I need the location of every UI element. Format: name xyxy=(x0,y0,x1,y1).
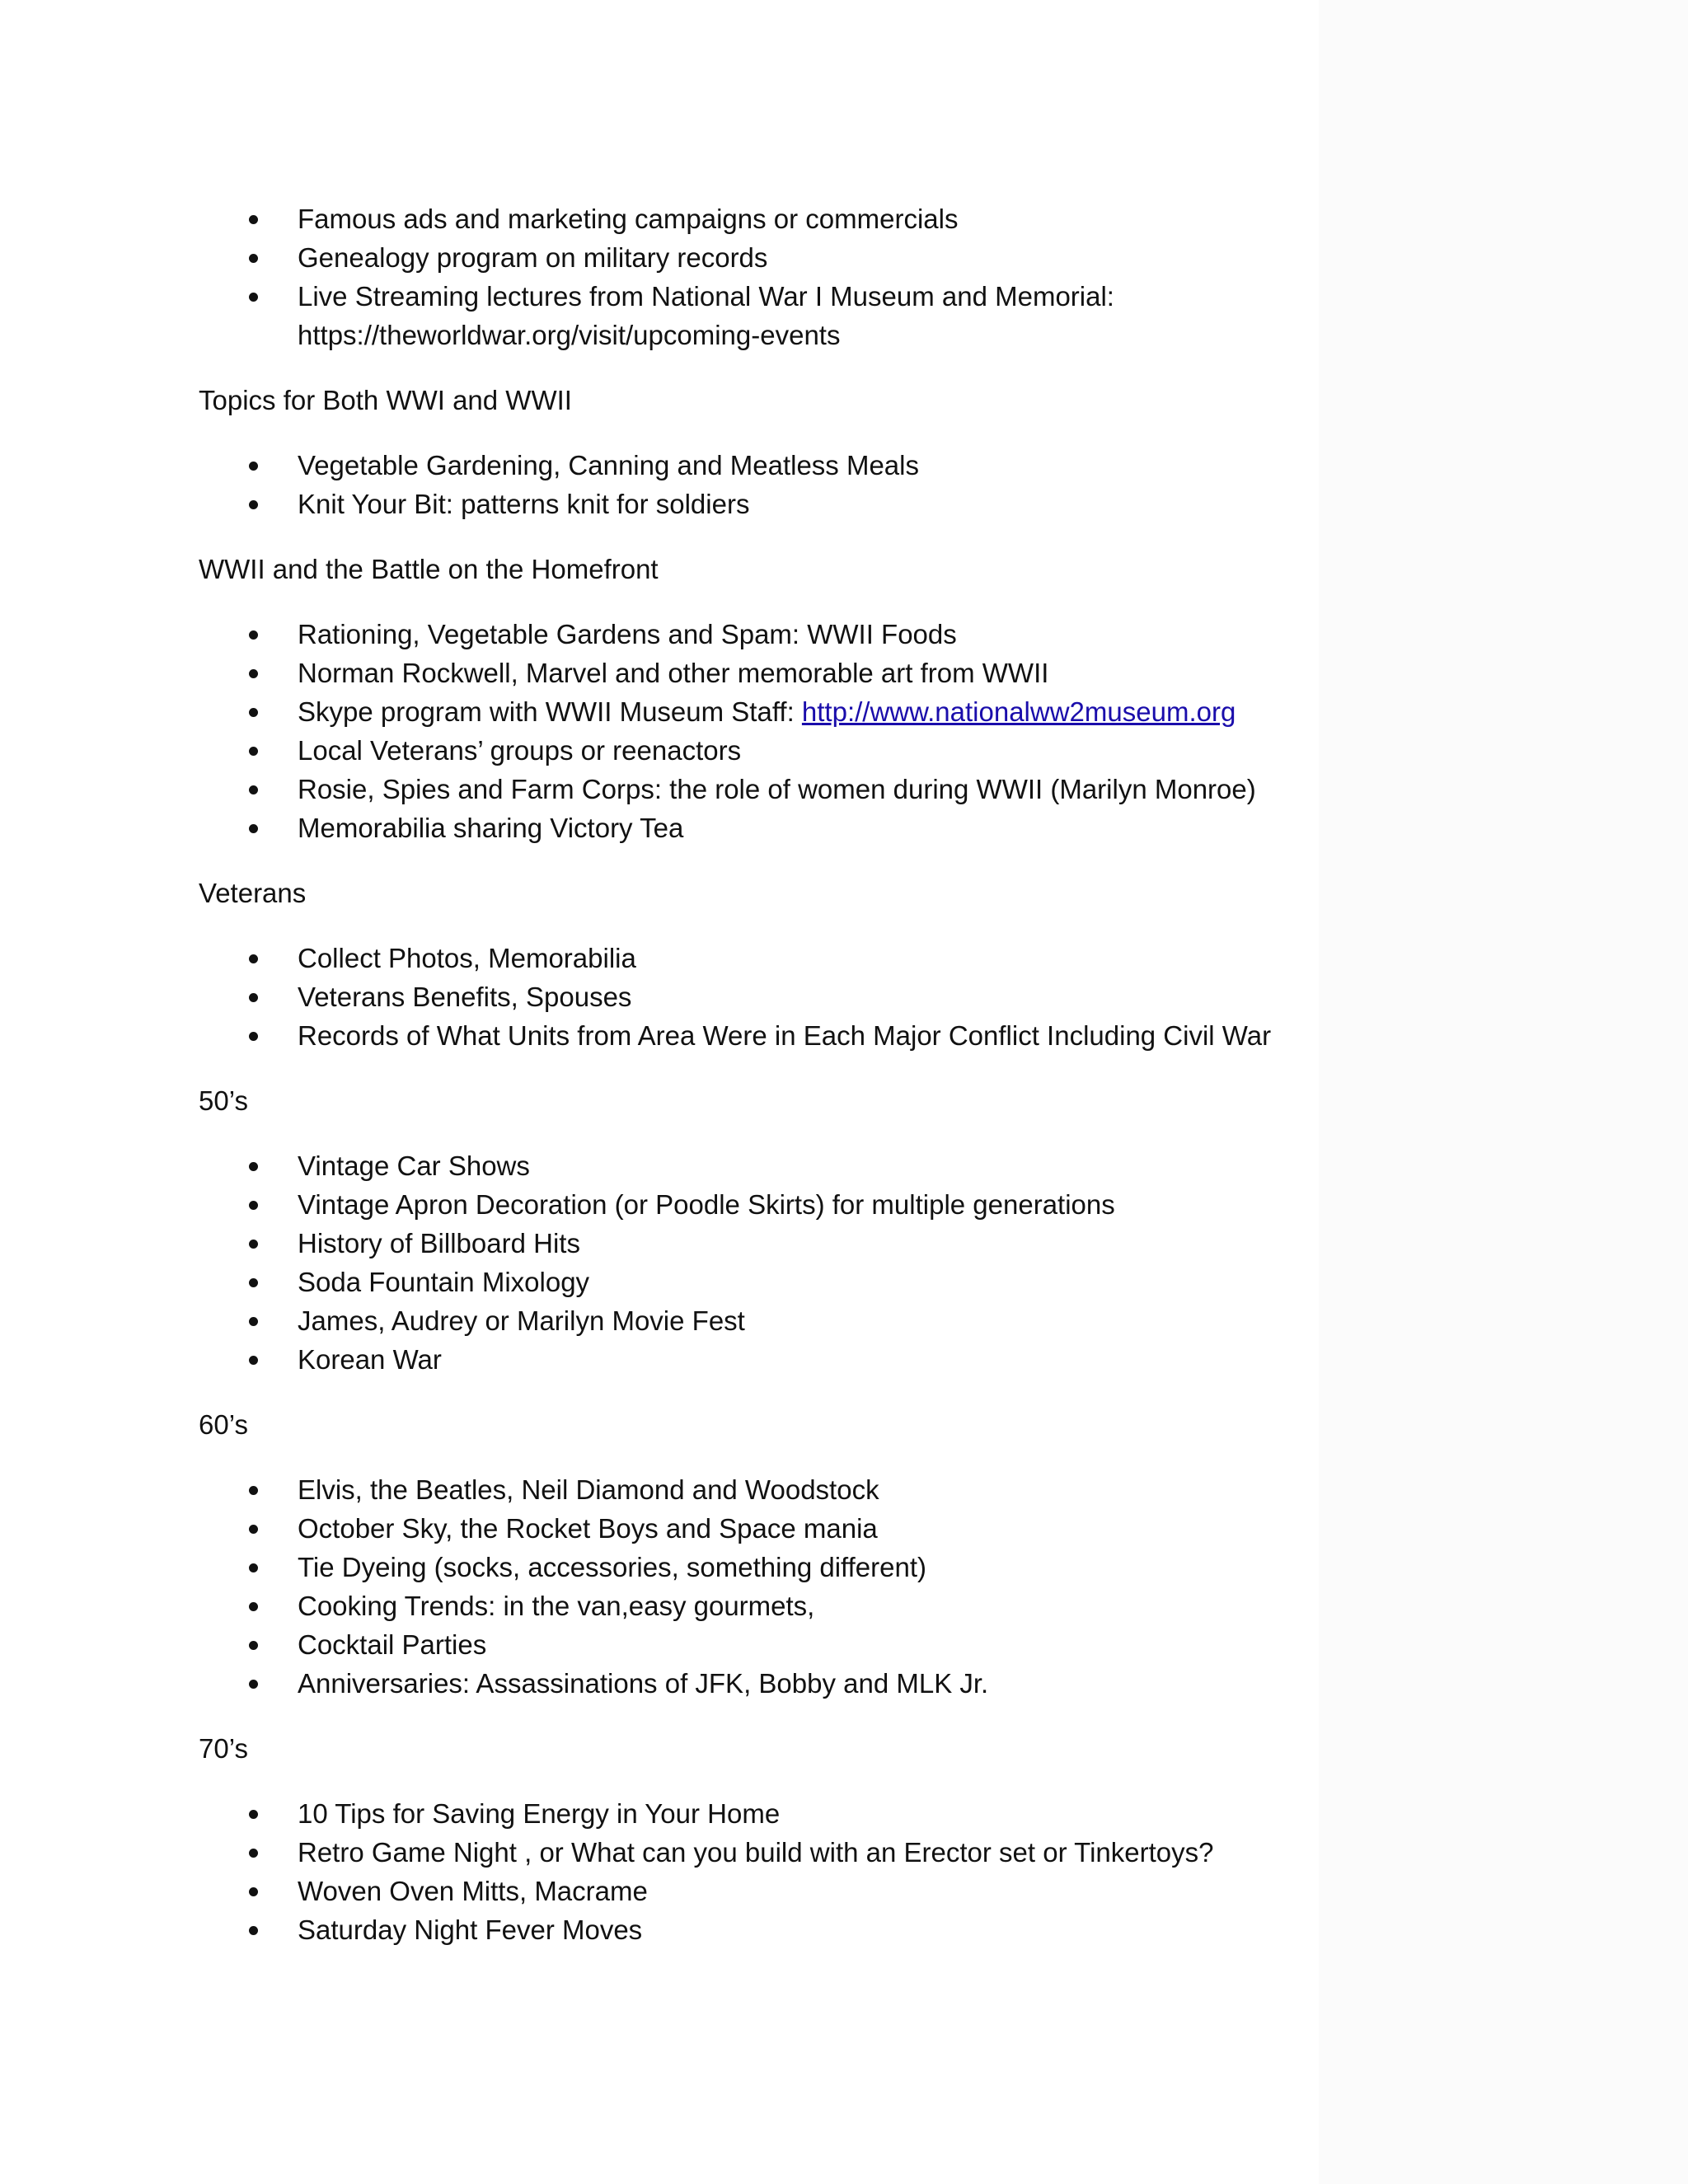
bullet-icon xyxy=(249,1162,258,1171)
list-item-text: History of Billboard Hits xyxy=(298,1228,580,1258)
section xyxy=(199,1405,1517,1703)
list-item-text: Famous ads and marketing campaigns or commercials xyxy=(298,204,959,234)
bullet-icon xyxy=(249,1810,258,1819)
list-item-text: Genealogy program on military records xyxy=(298,242,768,273)
list-item-text: Vintage Car Shows xyxy=(298,1151,530,1181)
list-item xyxy=(199,770,1517,808)
list-item-text: Soda Fountain Mixology xyxy=(298,1267,590,1297)
list-item-text: Records of What Units from Area Were in Each Major Conflict Including Civil War xyxy=(298,1020,1272,1051)
list-item xyxy=(199,1016,1517,1055)
list-item-text: Rationing, Vegetable Gardens and Spam: WWII Foods xyxy=(298,619,957,649)
bullet-list xyxy=(199,939,1517,1055)
section xyxy=(199,199,1517,354)
bullet-icon xyxy=(249,1356,258,1365)
list-item-text: Local Veterans’ groups or reenactors xyxy=(298,735,742,766)
list-item-text: Tie Dyeing (socks, accessories, something different) xyxy=(298,1552,926,1582)
list-item xyxy=(199,939,1517,977)
bullet-icon xyxy=(249,993,258,1002)
list-item xyxy=(199,1263,1517,1301)
bullet-icon xyxy=(249,1317,258,1326)
bullet-icon xyxy=(249,1525,258,1534)
list-item xyxy=(199,446,1517,485)
list-item xyxy=(199,238,1517,277)
section-heading: Veterans xyxy=(199,878,307,908)
list-item xyxy=(199,808,1517,847)
bullet-icon xyxy=(249,293,258,302)
bullet-icon xyxy=(249,1278,258,1287)
list-item-text: Vegetable Gardening, Canning and Meatless Meals xyxy=(298,450,919,480)
list-item xyxy=(199,692,1517,731)
bullet-icon xyxy=(249,1641,258,1650)
bullet-icon xyxy=(249,1887,258,1896)
section xyxy=(199,1729,1517,1949)
bullet-icon xyxy=(249,500,258,509)
list-item xyxy=(199,277,1517,354)
list-item-url-text: https://theworldwar.org/visit/upcoming-events xyxy=(298,320,841,350)
list-item-text: Veterans Benefits, Spouses xyxy=(298,982,632,1012)
list-item-text: Retro Game Night , or What can you build with an Erector set or Tinkertoys? xyxy=(298,1837,1214,1868)
list-item xyxy=(199,199,1517,238)
bullet-icon xyxy=(249,747,258,756)
bullet-list xyxy=(199,1470,1517,1703)
list-item xyxy=(199,1146,1517,1185)
section-heading: 60’s xyxy=(199,1409,248,1440)
section-heading: WWII and the Battle on the Homefront xyxy=(199,554,659,584)
list-item-text: Vintage Apron Decoration (or Poodle Skirts) for multiple generations xyxy=(298,1189,1115,1220)
list-item-text: Norman Rockwell, Marvel and other memorable art from WWII xyxy=(298,658,1049,688)
bullet-icon xyxy=(249,462,258,471)
list-item xyxy=(199,485,1517,523)
list-item-text: Cooking Trends: in the van,easy gourmets, xyxy=(298,1591,815,1621)
list-item xyxy=(199,1224,1517,1263)
list-item xyxy=(199,1340,1517,1379)
list-item-text: Rosie, Spies and Farm Corps: the role of women during WWII (Marilyn Monroe) xyxy=(298,774,1256,804)
list-item xyxy=(199,977,1517,1016)
list-item-text: Woven Oven Mitts, Macrame xyxy=(298,1876,648,1906)
bullet-icon xyxy=(249,1563,258,1572)
bullet-icon xyxy=(249,708,258,717)
list-item xyxy=(199,654,1517,692)
list-item xyxy=(199,1664,1517,1703)
section-heading: 70’s xyxy=(199,1733,248,1764)
list-item xyxy=(199,1625,1517,1664)
list-item xyxy=(199,1586,1517,1625)
list-item-text: Elvis, the Beatles, Neil Diamond and Woodstock xyxy=(298,1474,879,1505)
bullet-list xyxy=(199,199,1517,354)
list-item xyxy=(199,615,1517,654)
bullet-icon xyxy=(249,254,258,263)
list-item xyxy=(199,1301,1517,1340)
section xyxy=(199,381,1517,523)
museum-link[interactable]: http://www.nationalww2museum.org xyxy=(801,696,1236,727)
list-item-text: Live Streaming lectures from National War I Museum and Memorial: xyxy=(298,281,1114,312)
bullet-list xyxy=(199,446,1517,523)
list-item-text: Saturday Night Fever Moves xyxy=(298,1915,643,1945)
list-item xyxy=(199,731,1517,770)
bullet-icon xyxy=(249,1032,258,1041)
list-item-text: Skype program with WWII Museum Staff: xyxy=(298,696,802,727)
list-item-text: Knit Your Bit: patterns knit for soldiers xyxy=(298,489,750,519)
list-item-text: 10 Tips for Saving Energy in Your Home xyxy=(298,1798,781,1829)
list-item-text: October Sky, the Rocket Boys and Space mania xyxy=(298,1513,878,1544)
list-item-text: Cocktail Parties xyxy=(298,1629,487,1660)
list-item-text: James, Audrey or Marilyn Movie Fest xyxy=(298,1305,745,1336)
bullet-icon xyxy=(249,630,258,640)
bullet-icon xyxy=(249,1680,258,1689)
bullet-icon xyxy=(249,1201,258,1210)
bullet-list xyxy=(199,615,1517,847)
bullet-icon xyxy=(249,1602,258,1611)
bullet-icon xyxy=(249,954,258,963)
list-item-text: Memorabilia sharing Victory Tea xyxy=(298,813,684,843)
bullet-icon xyxy=(249,785,258,794)
list-item xyxy=(199,1794,1517,1833)
section xyxy=(199,874,1517,1055)
list-item xyxy=(199,1509,1517,1548)
list-item xyxy=(199,1470,1517,1509)
list-item xyxy=(199,1833,1517,1872)
section-heading: 50’s xyxy=(199,1085,248,1116)
bullet-list xyxy=(199,1794,1517,1949)
list-item xyxy=(199,1185,1517,1224)
bullet-icon xyxy=(249,1240,258,1249)
list-item-text: Anniversaries: Assassinations of JFK, Bobby and MLK Jr. xyxy=(298,1668,989,1699)
bullet-icon xyxy=(249,824,258,833)
list-item xyxy=(199,1872,1517,1910)
bullet-icon xyxy=(249,669,258,678)
section xyxy=(199,550,1517,847)
list-item xyxy=(199,1548,1517,1586)
list-item-text: Korean War xyxy=(298,1344,442,1375)
list-item xyxy=(199,1910,1517,1949)
document-content xyxy=(199,199,1517,1975)
bullet-icon xyxy=(249,215,258,224)
bullet-icon xyxy=(249,1486,258,1495)
section xyxy=(199,1081,1517,1379)
list-item-text: Collect Photos, Memorabilia xyxy=(298,943,636,973)
bullet-icon xyxy=(249,1849,258,1858)
bullet-list xyxy=(199,1146,1517,1379)
section-heading: Topics for Both WWI and WWII xyxy=(199,385,572,415)
bullet-icon xyxy=(249,1926,258,1935)
